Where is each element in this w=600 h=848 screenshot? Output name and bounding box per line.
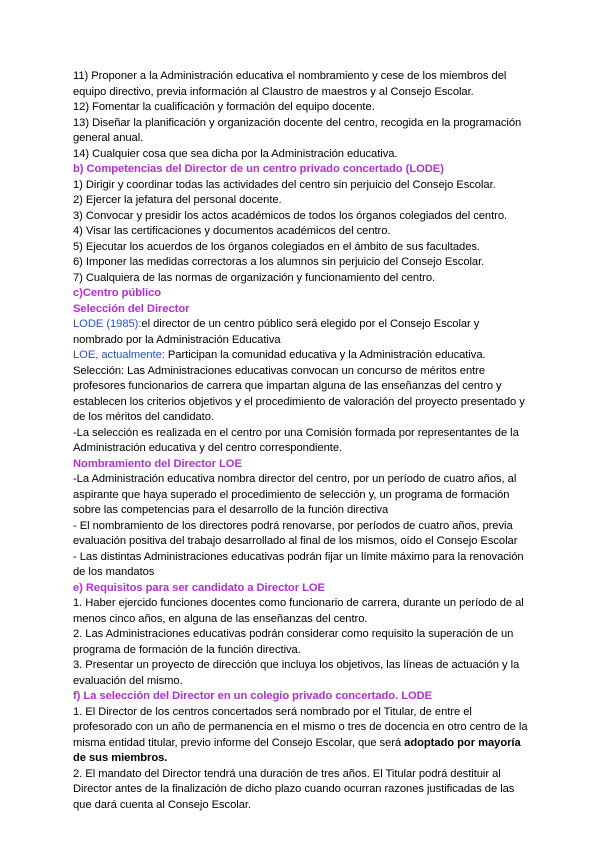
list-item: 2) Ejercer la jefatura del personal docente. [73,194,282,206]
list-item: 2. Las Administraciones educativas podrán considerar como requisito la superación de un programa de formación de la función directiva. [73,628,514,656]
section-heading: f) La selección del Director en un colegio privado concertado. LODE [73,690,433,702]
list-item: 4) Visar las certificaciones y documentos académicos del centro. [73,225,391,237]
list-item: 1) Dirigir y coordinar todas las actividades del centro sin perjuicio del Consejo Escolar. [73,178,496,191]
list-item: 1. Haber ejercido funciones docentes como funcionario de carrera, durante un período de al menos cinco años, en alguna de las enseñanzas del centro. [73,597,524,625]
paragraph: 13) Diseñar la planificación y organización docente del centro, recogida en la programación general anual. [73,116,522,144]
lode-label: LODE (1985): [73,318,142,330]
paragraph: Selección: Las Administraciones educativas convocan un concurso de méritos entre profesores funcionarios de carrera que impartan alguna de las enseñanzas del centro y establecen los criterios objetivos y el procedimiento de valoración del proyecto presentado y de los méritos del candidato. [73,364,525,423]
section-heading: b) Competencias del Director de un centro privado concertado (LODE) [73,163,444,175]
paragraph: -La selección es realizada en el centro por una Comisión formada por representantes de la Administración educativa y del centro correspondiente. [73,426,519,454]
loe-text: Participan la comunidad educativa y la Administración educativa. [164,349,486,361]
section-heading: c)Centro público [73,287,162,299]
list-item [73,705,529,767]
list-item: 3. Presentar un proyecto de dirección que incluya los objetivos, las líneas de actuación y la evaluación del mismo. [73,659,520,687]
paragraph: 11) Proponer a la Administración educativa el nombramiento y cese de los miembros del equipo directivo, previa información al Claustro de maestros y al Consejo Escolar. [73,70,507,98]
list-item: 6) Imponer las medidas correctoras a los alumnos sin perjuicio del Consejo Escolar. [73,256,485,268]
list-item: 2. El mandato del Director tendrá una duración de tres años. El Titular podrá destituir al Director antes de la finalización de dicho plazo cuando ocurran razones justificadas de las que dará cuenta al Consejo Escolar. [73,767,515,811]
paragraph: 14) Cualquier cosa que sea dicha por la Administración educativa. [73,147,398,160]
item-bold-text: adoptado por mayoría de sus miembros. [73,736,521,764]
lode-text: el director de un centro público será elegido por el Consejo Escolar y nombrado por la Administración Educativa [73,318,480,346]
list-item: 7) Cualquiera de las normas de organización y funcionamiento del centro. [73,271,436,284]
paragraph: - Las distintas Administraciones educativas podrán fijar un límite máximo para la renovación de los mandatos [73,550,524,578]
loe-label: LOE, actualmente: [73,349,165,361]
paragraph: 12) Fomentar la cualificación y formación del equipo docente. [73,101,375,113]
paragraph [73,348,529,364]
paragraph: - El nombramiento de los directores podrá renovarse, por períodos de cuatro años, previa evaluación positiva del trabajo desarrollado al final de los mismos, oído el Consejo Escolar [73,519,518,547]
section-subheading: Selección del Director [73,302,190,315]
paragraph [73,317,529,348]
section-heading: e) Requisitos para ser candidato a Director LOE [73,581,325,594]
paragraph: -La Administración educativa nombra director del centro, por un período de cuatro años, al aspirante que haya superado el procedimiento de selección y, un programa de formación sobre las competencias para el desarrollo de la función directiva [73,473,517,516]
list-item: 5) Ejecutar los acuerdos de los órganos colegiados en el ámbito de sus facultades. [73,240,480,253]
list-item: 3) Convocar y presidir los actos académicos de todos los órganos colegiados del centro. [73,209,508,222]
document-body [73,69,529,813]
item-text: 1. El Director de los centros concertados será nombrado por el Titular, de entre el profesorado con un año de permanencia en el mismo o tres de docencia en otro centro de la misma entidad titular, previo informe del Consejo Escolar, que será [73,705,528,749]
section-heading: Nombramiento del Director LOE [73,457,242,470]
